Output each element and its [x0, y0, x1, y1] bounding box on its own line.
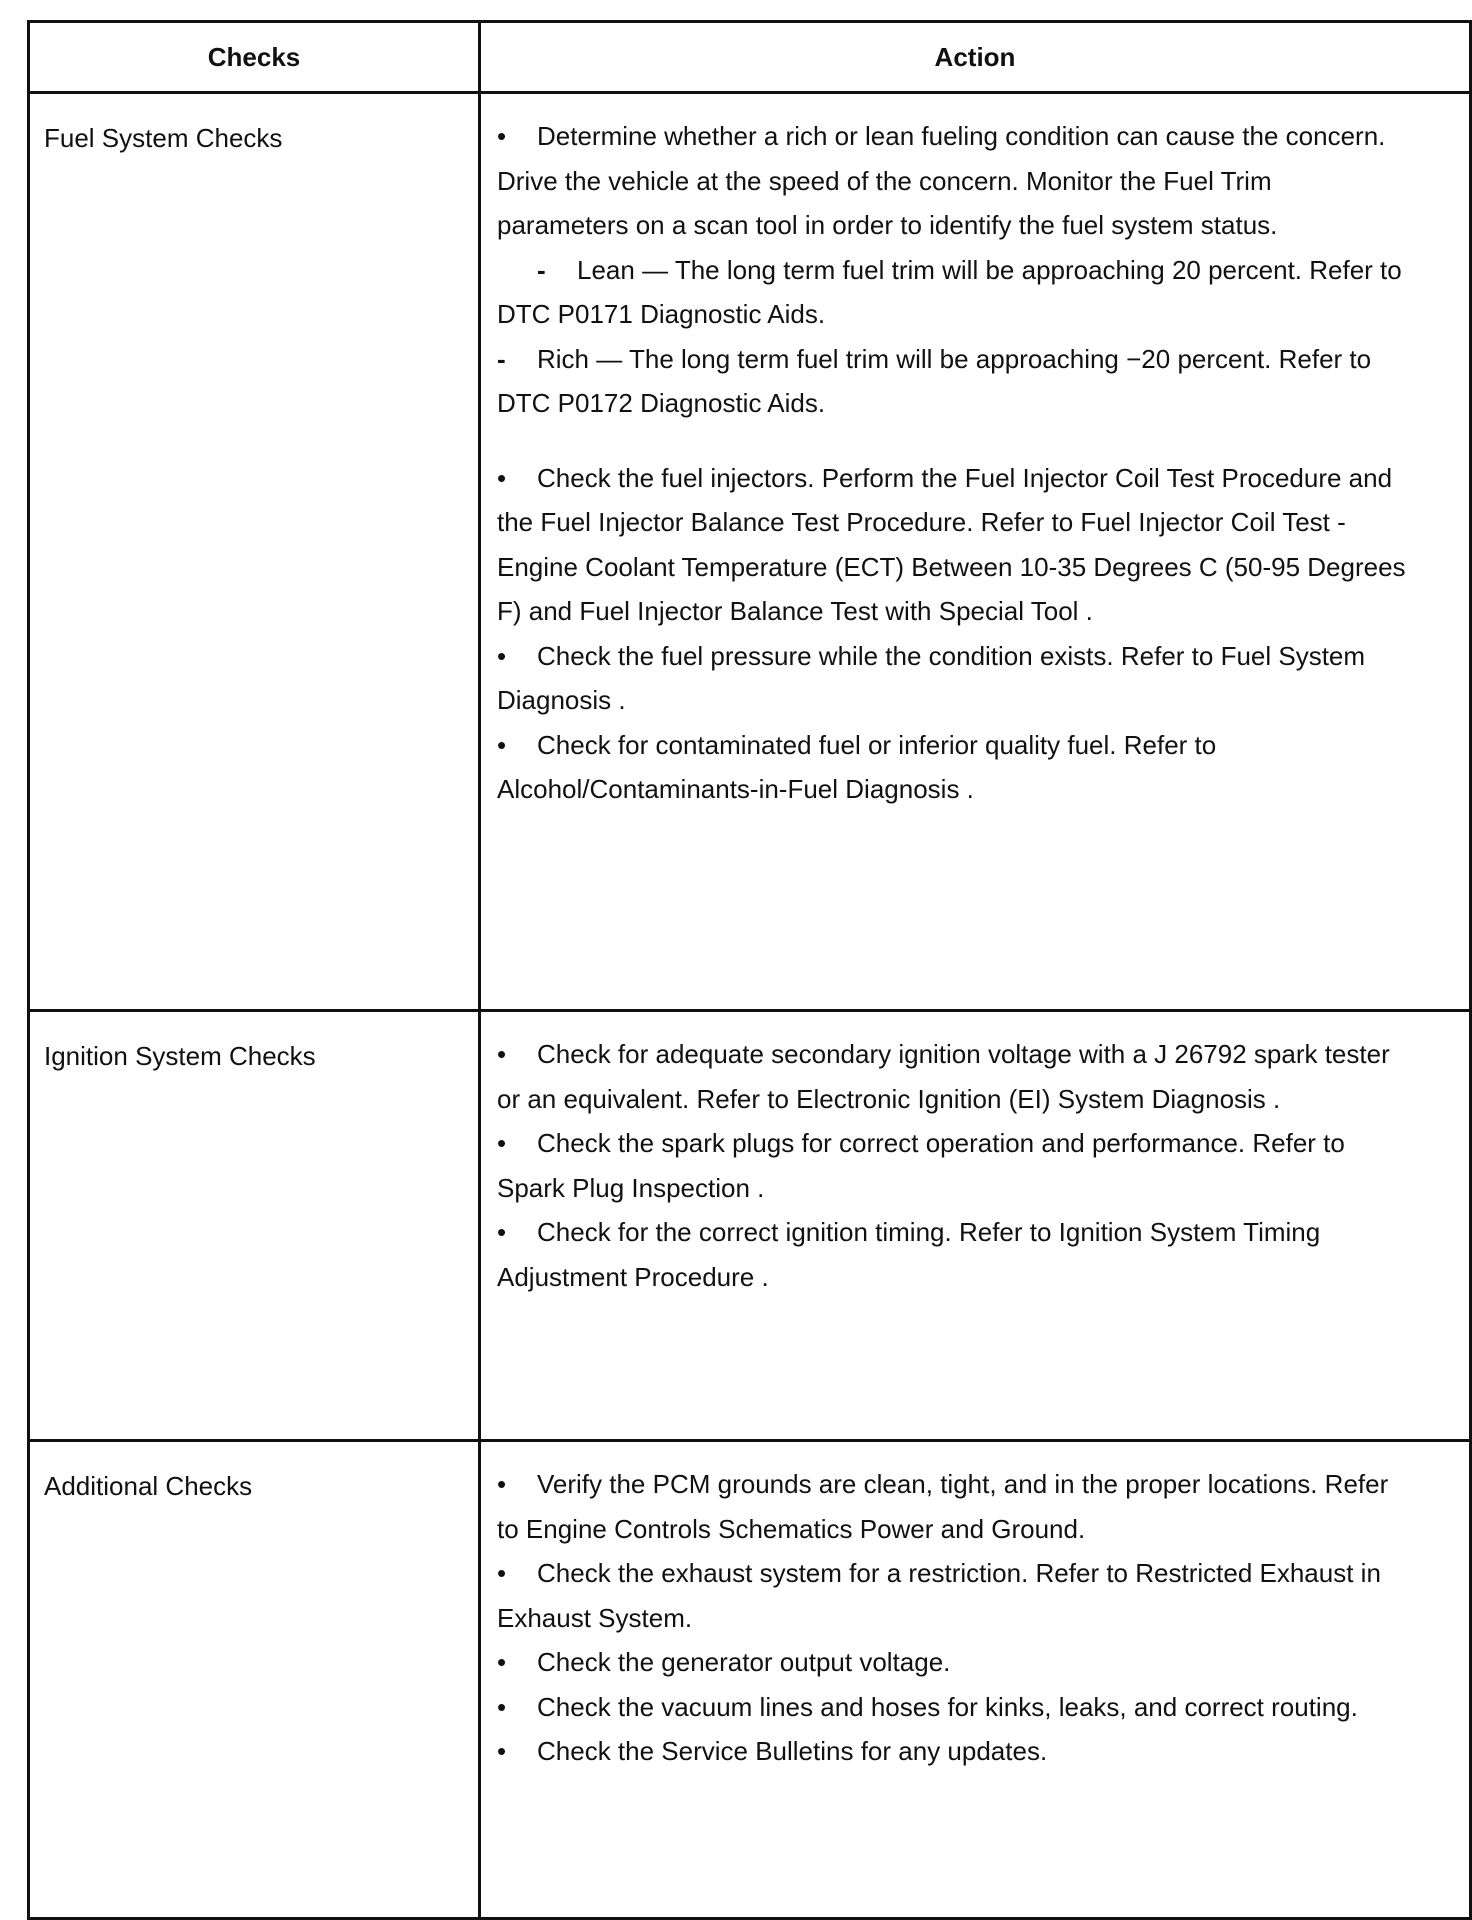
additional-action-text: Check the exhaust system for a restriction. Refer to Restricted Exhaust in Exhaust System.: [497, 1558, 1381, 1633]
ignition-system-actions: [481, 1012, 1472, 1439]
additional-action-text: Check the generator output voltage.: [537, 1647, 951, 1677]
bullet-icon: •: [497, 640, 507, 671]
fuel-action-item: [497, 456, 1409, 634]
fuel-lean-item: [497, 248, 1409, 337]
fuel-action-text: Check for contaminated fuel or inferior quality fuel. Refer to Alcohol/Contaminants-in-Fuel Diagnosis .: [497, 729, 1217, 804]
bullet-icon: •: [497, 1217, 507, 1247]
fuel-system-checks-label: Fuel System Checks: [30, 94, 481, 1009]
bullet-icon: •: [497, 1039, 507, 1069]
ignition-system-checks-label: Ignition System Checks: [30, 1012, 481, 1439]
ignition-action-item: [497, 1032, 1409, 1121]
fuel-action-item: [497, 114, 1409, 248]
bullet-icon: •: [497, 1736, 507, 1766]
bullet-icon: •: [497, 1128, 507, 1158]
table-header-row: [30, 23, 1472, 94]
additional-action-item: [497, 1685, 1409, 1730]
bullet-icon: •: [497, 1469, 507, 1499]
bullet-icon: •: [497, 729, 507, 760]
bullet-icon: •: [497, 1558, 507, 1588]
fuel-rich-item: [497, 337, 1409, 426]
fuel-action-text: Check the fuel injectors. Perform the Fuel Injector Coil Test Procedure and the Fuel Injector Balance Test Procedure. Refer to Fuel Injector Coil Test - Engine Coolant Temperature (ECT) Between 10-35 Degrees C (50-95 Degrees F) and Fuel Injector Balance Test with Special Tool .: [497, 462, 1406, 626]
bullet-icon: •: [497, 462, 507, 493]
fuel-system-actions: [481, 94, 1472, 1009]
additional-action-text: Check the Service Bulletins for any updates.: [537, 1736, 1048, 1766]
header-checks: Checks: [30, 23, 481, 91]
additional-checks-label: Additional Checks: [30, 1442, 481, 1917]
ignition-action-item: [497, 1210, 1409, 1299]
fuel-lean-text: Lean — The long term fuel trim will be approaching 20 percent. Refer to DTC P0171 Diagnostic Aids.: [497, 254, 1402, 329]
additional-action-item: [497, 1462, 1409, 1551]
fuel-rich-text: Rich — The long term fuel trim will be approaching −20 percent. Refer to DTC P0172 Diagnostic Aids.: [497, 343, 1372, 418]
table-row-fuel-system: [30, 94, 1472, 1012]
diagnostic-table: [27, 20, 1472, 1920]
dash-icon: -: [537, 254, 546, 285]
additional-action-text: Verify the PCM grounds are clean, tight, and in the proper locations. Refer to Engine Controls Schematics Power and Ground.: [497, 1469, 1389, 1544]
bullet-icon: •: [497, 1647, 507, 1677]
table-row-additional: [30, 1442, 1472, 1920]
additional-action-item: [497, 1640, 1409, 1685]
additional-actions: [481, 1442, 1472, 1917]
ignition-action-text: Check the spark plugs for correct operation and performance. Refer to Spark Plug Inspection .: [497, 1128, 1345, 1203]
additional-action-item: [497, 1551, 1409, 1640]
fuel-action-item: [497, 634, 1409, 723]
fuel-action-item: [497, 723, 1409, 812]
ignition-action-text: Check for adequate secondary ignition voltage with a J 26792 spark tester or an equivalent. Refer to Electronic Ignition (EI) System Diagnosis .: [497, 1039, 1390, 1114]
dash-icon: -: [497, 343, 506, 374]
additional-action-item: [497, 1729, 1409, 1774]
bullet-icon: •: [497, 1691, 507, 1722]
table-row-ignition-system: [30, 1012, 1472, 1442]
header-action: Action: [481, 23, 1472, 91]
fuel-action-text: Check the fuel pressure while the condition exists. Refer to Fuel System Diagnosis .: [497, 640, 1366, 715]
spacer: [497, 426, 1409, 456]
ignition-action-text: Check for the correct ignition timing. Refer to Ignition System Timing Adjustment Procedure .: [497, 1217, 1321, 1292]
additional-action-text: Check the vacuum lines and hoses for kinks, leaks, and correct routing.: [537, 1691, 1358, 1722]
fuel-action-text: Determine whether a rich or lean fueling condition can cause the concern. Drive the vehicle at the speed of the concern. Monitor the Fuel Trim parameters on a scan tool in order to identify the fuel system status.: [497, 121, 1386, 240]
bullet-icon: •: [497, 121, 507, 151]
ignition-action-item: [497, 1121, 1409, 1210]
